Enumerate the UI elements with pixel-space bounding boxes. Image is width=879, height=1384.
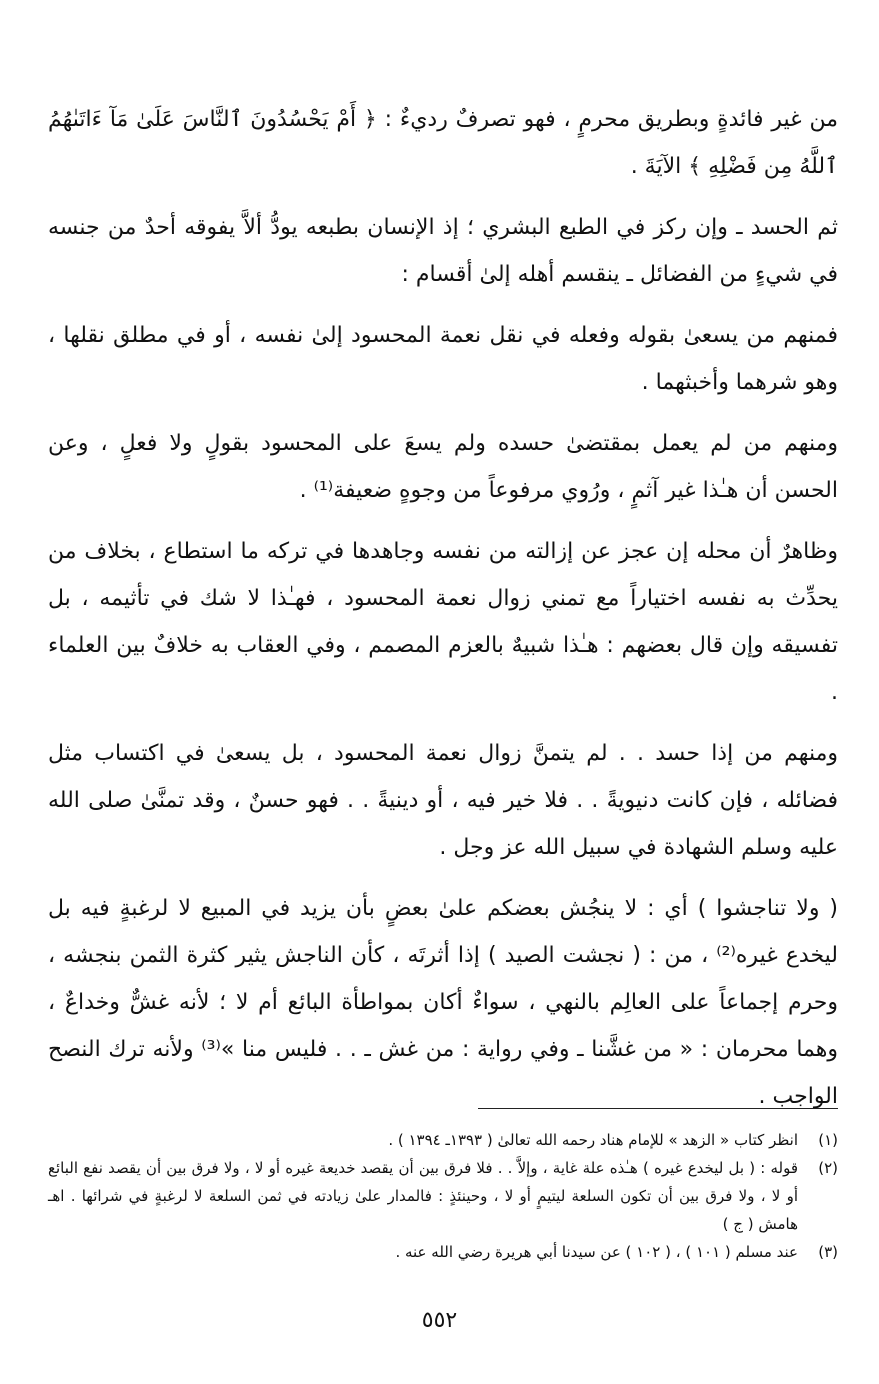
footnote-separator — [478, 1108, 838, 1109]
paragraph-6: ومنهم من إذا حسد . . لم يتمنَّ زوال نعمة المحسود ، بل يسعىٰ في اكتساب مثل فضائله ، فإن كانت دنيويةً . . فلا خير فيه ، أو دينيةً . . فهو حسنٌ ، وقد تمنَّىٰ صلى الله عليه وسلم الشهادة في سبيل الله عز وجل . — [48, 741, 838, 860]
footnote-text: قوله : ( بل ليخدع غيره ) هـٰذه علة غاية ، وإلاَّ . . فلا فرق بين أن يقصد خديعة غيره أو لا ، ولا فرق بين أن يقصد نفع البائع أو لا ، ولا فرق بين أن تكون السلعة ليتيمٍ أو لا ، وحينئذٍ : فالمدار علىٰ زيادته في ثمن السلعة لا لرغبةٍ في شرائها . اهـ هامش ( ج ) — [48, 1159, 798, 1233]
footnote-number: (٢) — [818, 1159, 838, 1177]
footnote-text: انظر كتاب « الزهد » للإمام هناد رحمه الله تعالىٰ ( ١٣٩٣ـ ١٣٩٤ ) . — [388, 1131, 798, 1149]
paragraph-7: ( ولا تناجشوا ) أي : لا ينجُش بعضكم علىٰ بعضٍ بأن يزيد في المبيع لا لرغبةٍ فيه بل ليخدع غيره⁽²⁾ ، من : ( نجشت الصيد ) إذا أثرتَه ، كأن الناجش يثير كثرة الثمن بنجشه ، وحرم إجماعاً على العالِم بالنهي ، سواءٌ أكان بمواطأة البائع أم لا ؛ لأنه غشٌّ وخداعٌ ، وهما محرمان : « من غشَّنا ـ وفي رواية : من غش ـ . . فليس منا »⁽³⁾ ولأنه ترك النصح الواجب . — [48, 896, 838, 1109]
footnote-1 — [48, 1126, 838, 1154]
footnotes — [48, 1126, 838, 1266]
page-number: ٥٥٢ — [421, 1308, 458, 1333]
paragraph-2: ثم الحسد ـ وإن ركز في الطبع البشري ؛ إذ الإنسان بطبعه يودُّ ألاَّ يفوقه أحدٌ من جنسه في شيءٍ من الفضائل ـ ينقسم أهله إلىٰ أقسام : — [48, 215, 838, 287]
main-text — [48, 96, 838, 1130]
paragraph-5: وظاهرٌ أن محله إن عجز عن إزالته من نفسه وجاهدها في تركه ما استطاع ، بخلاف من يحدِّث به نفسه اختياراً مع تمني زوال نعمة المحسود ، فهـٰذا لا شك في تأثيمه ، بل تفسيقه وإن قال بعضهم : هـٰذا شبيهٌ بالعزم المصمم ، وفي العقاب به خلافٌ بين العلماء . — [48, 539, 838, 705]
footnote-text: عند مسلم ( ١٠١ ) ، ( ١٠٢ ) عن سيدنا أبي هريرة رضي الله عنه . — [395, 1243, 798, 1261]
footnote-2 — [48, 1154, 838, 1238]
paragraph-1: من غير فائدةٍ وبطريق محرمٍ ، فهو تصرفٌ رديءٌ : ﴿ أَمْ يَحْسُدُونَ ٱلنَّاسَ عَلَىٰ مَآ ءَاتَىٰهُمُ ٱللَّهُ مِن فَضْلِهِ ﴾ الآيَةَ . — [48, 107, 838, 179]
footnote-number: (١) — [818, 1131, 838, 1149]
paragraph-4: ومنهم من لم يعمل بمقتضىٰ حسده ولم يسعَ على المحسود بقولٍ ولا فعلٍ ، وعن الحسن أن هـٰذا غير آثمٍ ، ورُوي مرفوعاً من وجوهٍ ضعيفة⁽¹⁾ . — [48, 431, 838, 503]
footnote-3 — [48, 1238, 838, 1266]
paragraph-3: فمنهم من يسعىٰ بقوله وفعله في نقل نعمة المحسود إلىٰ نفسه ، أو في مطلق نقلها ، وهو شرهما وأخبثهما . — [48, 323, 838, 395]
footnote-number: (٣) — [818, 1243, 838, 1261]
